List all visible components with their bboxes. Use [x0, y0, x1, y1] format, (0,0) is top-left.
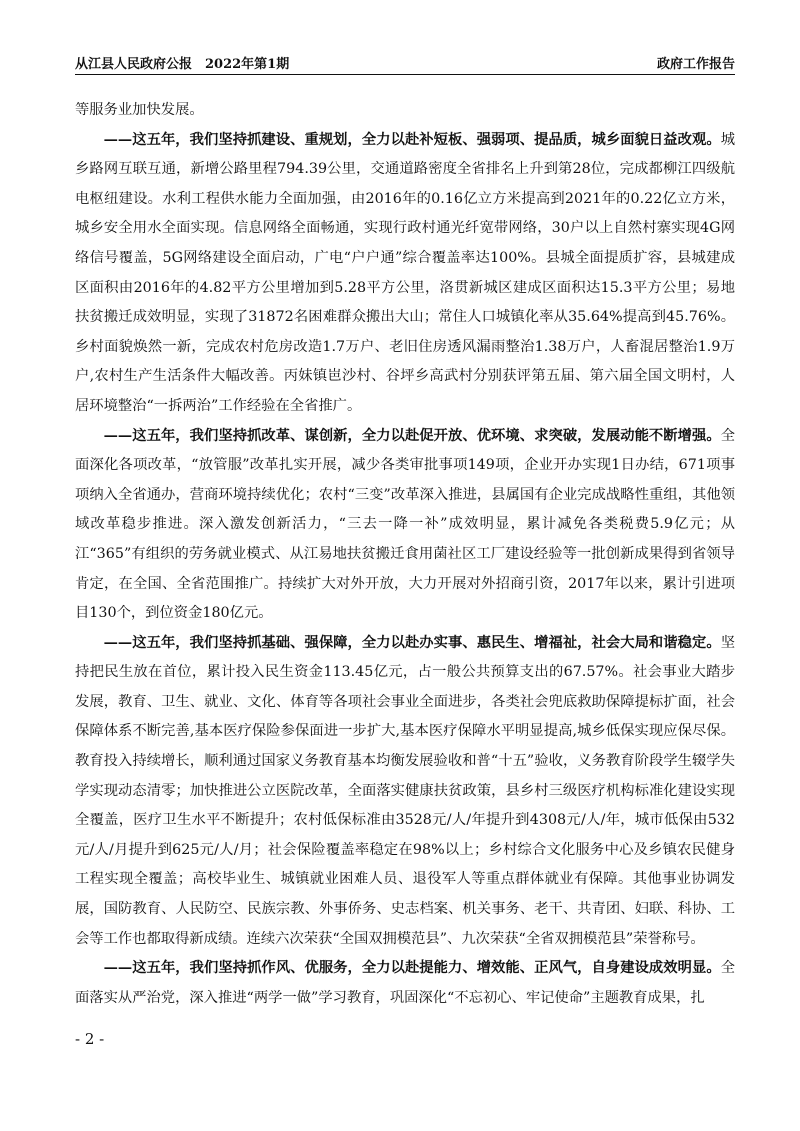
paragraph-text: 等服务业加快发展。: [75, 102, 204, 118]
paragraph-lead: ——这五年，我们坚持抓改革、谋创新，全力以赴促开放、优环境、求突破，发展动能不断增强。: [103, 427, 721, 444]
document-body: [75, 96, 735, 1013]
paragraph-text: 全面深化各项改革，“放管服”改革扎实开展，减少各类审批事项149项，企业开办实现1日办结，671项事项纳入全省通办，营商环境持续优化；农村“三变”改革深入推进，县属国有企业完成战略性重组，其他领域改革稳步推进。深入激发创新活力，“三去一降一补”成效明显，累计减免各类税费5.9亿元；从江“365”有组织的劳务就业模式、从江易地扶贫搬迁食用菌社区工厂建设经验等一批创新成果得到省领导肯定，在全国、全省范围推广。持续扩大对外开放，大力开展对外招商引资，2017年以来，累计引进项目130个，到位资金180亿元。: [75, 427, 735, 622]
paragraph-lead: ——这五年，我们坚持抓建设、重规划，全力以赴补短板、强弱项、提品质，城乡面貌日益改观。: [103, 131, 721, 148]
paragraph-livelihood: [75, 629, 735, 955]
paragraph-self-building: [75, 954, 735, 1013]
publication-title: 从江县人民政府公报 2022年第1期: [75, 57, 290, 72]
paragraph-text: 坚持把民生放在首位，累计投入民生资金113.45亿元，占一般公共预算支出的67.57%。社会事业大踏步发展，教育、卫生、就业、文化、体育等各项社会事业全面进步，各类社会兜底救助保障提标扩面，社会保障体系不断完善,基本医疗保险参保面进一步扩大,基本医疗保障水平明显提高,城乡低保实现应保尽保。教育投入持续增长，顺利通过国家义务教育基本均衡发展验收和普“十五”验收，义务教育阶段学生辍学失学实现动态清零；加快推进公立医院改革，全面落实健康扶贫政策，县乡村三级医疗机构标准化建设实现全覆盖，医疗卫生水平不断提升；农村低保标准由3528元/人/年提升到4308元/人/年，城市低保由532元/人/月提升到625元/人/月；社会保险覆盖率稳定在98%以上；乡村综合文化服务中心及乡镇农民健身工程实现全覆盖；高校毕业生、城镇就业困难人员、退役军人等重点群体就业有保障。其他事业协调发展，国防教育、人民防空、民族宗教、外事侨务、史志档案、机关事务、老干、共青团、妇联、科协、工会等工作也都取得新成绩。连续六次荣获“全国双拥模范县”、九次荣获“全省双拥模范县”荣誉称号。: [75, 634, 735, 947]
paragraph-reform: [75, 422, 735, 629]
header-divider: [75, 74, 735, 75]
paragraph-lead: ——这五年，我们坚持抓基础、强保障，全力以赴办实事、惠民生、增福祉，社会大局和谐稳定。: [103, 634, 721, 651]
paragraph-text: 城乡路网互联互通，新增公路里程794.39公里，交通道路密度全省排名上升到第28位，完成都柳江四级航电枢纽建设。水利工程供水能力全面加强，由2016年的0.16亿立方米提高到2021年的0.22亿立方米，城乡安全用水全面实现。信息网络全面畅通，实现行政村通光纤宽带网络，30户以上自然村寨实现4G网络信号覆盖，5G网络建设全面启动，广电“户户通”综合覆盖率达100%。县城全面提质扩容，县城建成区面积由2016年的4.82平方公里增加到5.28平方公里，洛贯新城区建成区面积达15.3平方公里；易地扶贫搬迁成效明显，实现了31872名困难群众搬出大山；常住人口城镇化率从35.64%提高到45.76%。乡村面貌焕然一新，完成农村危房改造1.7万户、老旧住房透风漏雨整治1.38万户，人畜混居整治1.9万户,农村生产生活条件大幅改善。丙妹镇岜沙村、谷坪乡高武村分别获评第五届、第六届全国文明村，人居环境整治“一拆两治”工作经验在全省推广。: [75, 131, 735, 414]
paragraph-continuation: [75, 96, 735, 126]
page-header: [75, 50, 735, 72]
paragraph-construction: [75, 126, 735, 422]
page-number: - 2 -: [75, 1030, 105, 1048]
paragraph-lead: ——这五年，我们坚持抓作风、优服务，全力以赴提能力、增效能、正风气，自身建设成效明显。: [103, 960, 721, 977]
paragraph-text: 全面落实从严治党，深入推进“两学一做”学习教育，巩固深化“不忘初心、牢记使命”主题教育成果，扎: [75, 960, 735, 1006]
section-title: 政府工作报告: [656, 57, 735, 72]
